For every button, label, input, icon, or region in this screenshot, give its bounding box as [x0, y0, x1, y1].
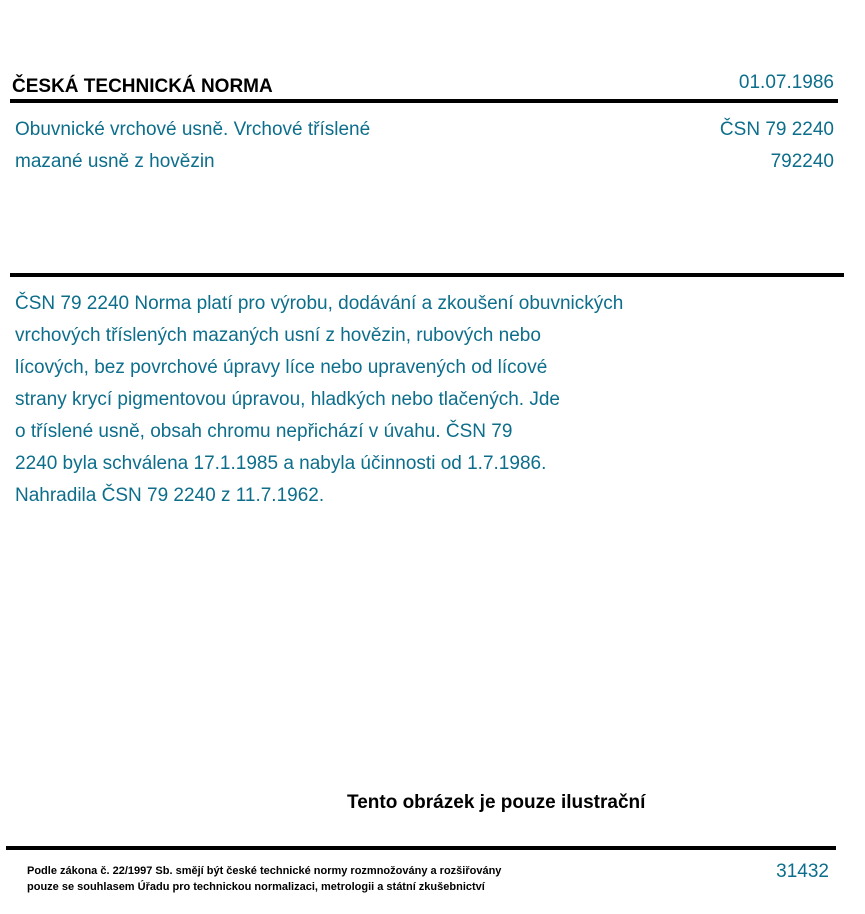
standard-code: ČSN 79 2240 [719, 119, 834, 140]
abstract-line-3: lícových, bez povrchové úpravy líce nebo upravených od lícové [15, 357, 548, 378]
abstract-line-1: ČSN 79 2240 Norma platí pro výrobu, dodávání a zkoušení obuvnických [15, 293, 624, 314]
abstract-line-7: Nahradila ČSN 79 2240 z 11.7.1962. [15, 485, 325, 506]
header-divider [10, 99, 838, 103]
abstract-text [15, 288, 735, 512]
abstract-line-6: 2240 byla schválena 17.1.1985 a nabyla účinnosti od 1.7.1986. [15, 453, 547, 474]
legal-notice [27, 863, 501, 895]
title-line-2: mazané usně z hovězin [15, 151, 215, 172]
document-number: 31432 [776, 861, 829, 882]
title-line-1: Obuvnické vrchové usně. Vrchové tříslené [15, 119, 371, 140]
class-number: 792240 [770, 151, 834, 172]
illustrative-note: Tento obrázek je pouze ilustrační [347, 792, 646, 813]
document-title [15, 114, 575, 178]
norm-label: ČESKÁ TECHNICKÁ NORMA [12, 76, 273, 97]
abstract-line-2: vrchových tříslených mazaných usní z hovězin, rubových nebo [15, 325, 541, 346]
issue-date: 01.07.1986 [738, 72, 834, 93]
standard-codes [720, 114, 834, 178]
legal-line-2: pouze se souhlasem Úřadu pro technickou normalizaci, metrologii a státní zkušebnictví [27, 881, 485, 893]
abstract-line-5: o tříslené usně, obsah chromu nepřichází v úvahu. ČSN 79 [15, 421, 513, 442]
legal-line-1: Podle zákona č. 22/1997 Sb. smějí být české technické normy rozmnožovány a rozšiřovány [27, 865, 502, 877]
section-divider [10, 273, 844, 277]
footer-divider [6, 846, 836, 850]
abstract-line-4: strany krycí pigmentovou úpravou, hladkých nebo tlačených. Jde [15, 389, 560, 410]
